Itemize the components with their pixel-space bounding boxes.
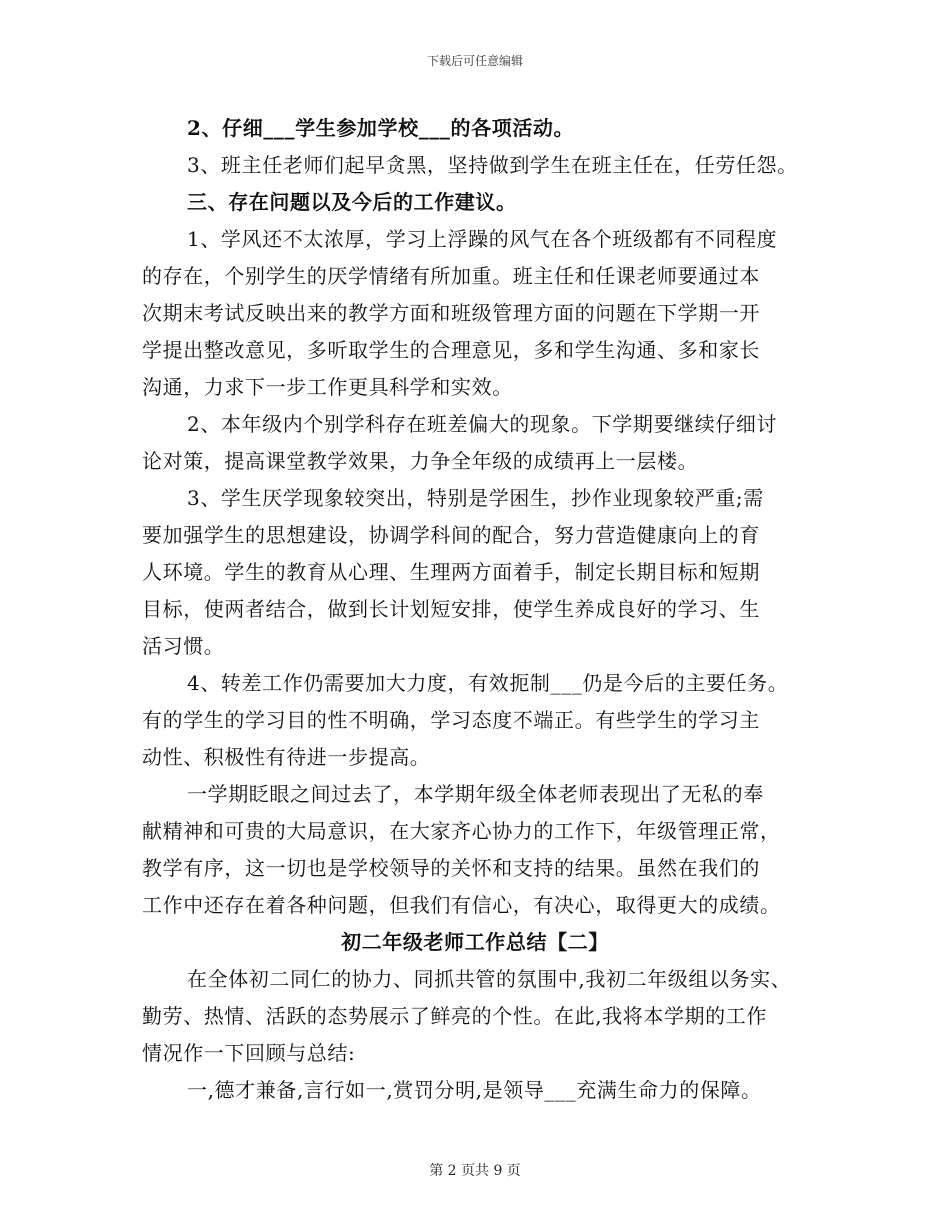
- text-line: 动性、积极性有待进一步提高。: [142, 745, 431, 769]
- text-line: 人环境。学生的教育从心理、生理两方面着手，制定长期目标和短期: [142, 560, 760, 584]
- text-line: 沟通，力求下一步工作更具科学和实效。: [142, 375, 513, 399]
- text-line: 学提出整改意见，多听取学生的合理意见，多和学生沟通、多和家长: [142, 338, 760, 362]
- text-line: 4、转差工作仍需要加大力度，有效扼制___仍是今后的主要任务。: [187, 671, 789, 695]
- text-line: 一,德才兼备,言行如一,赏罚分明,是领导___充满生命力的保障。: [187, 1078, 762, 1102]
- text-line: 次期末考试反映出来的教学方面和班级管理方面的问题在下学期一开: [142, 301, 760, 325]
- text-line: 3、班主任老师们起早贪黑，坚持做到学生在班主任在，任劳任怨。: [187, 153, 798, 177]
- text-line: 勤劳、热情、活跃的态势展示了鲜亮的个性。在此,我将本学期的工作: [142, 1004, 767, 1028]
- text-line: 教学有序，这一切也是学校领导的关怀和支持的结果。虽然在我们的: [142, 856, 760, 880]
- page-header: 下载后可任意编辑: [426, 54, 523, 68]
- section-title: 初二年级老师工作总结【二】: [341, 930, 609, 954]
- text-line: 工作中还存在着各种问题，但我们有信心，有决心，取得更大的成绩。: [142, 893, 781, 917]
- text-line: 献精神和可贵的大局意识，在大家齐心协力的工作下，年级管理正常，: [142, 819, 781, 843]
- section-heading: 三、存在问题以及今后的工作建议。: [187, 190, 517, 214]
- text-line: 要加强学生的思想建设，协调学科间的配合，努力营造健康向上的育: [142, 523, 760, 547]
- text-line: 情况作一下回顾与总结:: [142, 1041, 356, 1065]
- text-line: 3、学生厌学现象较突出，特别是学困生，抄作业现象较严重;需: [187, 486, 764, 510]
- text-line: 论对策，提高课堂教学效果，力争全年级的成绩再上一层楼。: [142, 449, 699, 473]
- text-line: 有的学生的学习目的性不明确，学习态度不端正。有些学生的学习主: [142, 708, 760, 732]
- text-line: 2、仔细___学生参加学校___的各项活动。: [187, 116, 575, 140]
- text-line: 在全体初二同仁的协力、同抓共管的氛围中,我初二年级组以务实、: [187, 967, 792, 991]
- text-line: 一学期眨眼之间过去了，本学期年级全体老师表现出了无私的奉: [187, 782, 764, 806]
- text-line: 活习惯。: [142, 634, 225, 658]
- text-line: 目标，使两者结合，做到长计划短安排，使学生养成良好的学习、生: [142, 597, 760, 621]
- text-line: 2、本年级内个别学科存在班差偏大的现象。下学期要继续仔细讨: [187, 412, 778, 436]
- text-line: 的存在，个别学生的厌学情绪有所加重。班主任和任课老师要通过本: [142, 264, 760, 288]
- text-line: 1、学风还不太浓厚，学习上浮躁的风气在各个班级都有不同程度: [187, 227, 778, 251]
- page-footer: 第 2 页共 9 页: [429, 1163, 521, 1179]
